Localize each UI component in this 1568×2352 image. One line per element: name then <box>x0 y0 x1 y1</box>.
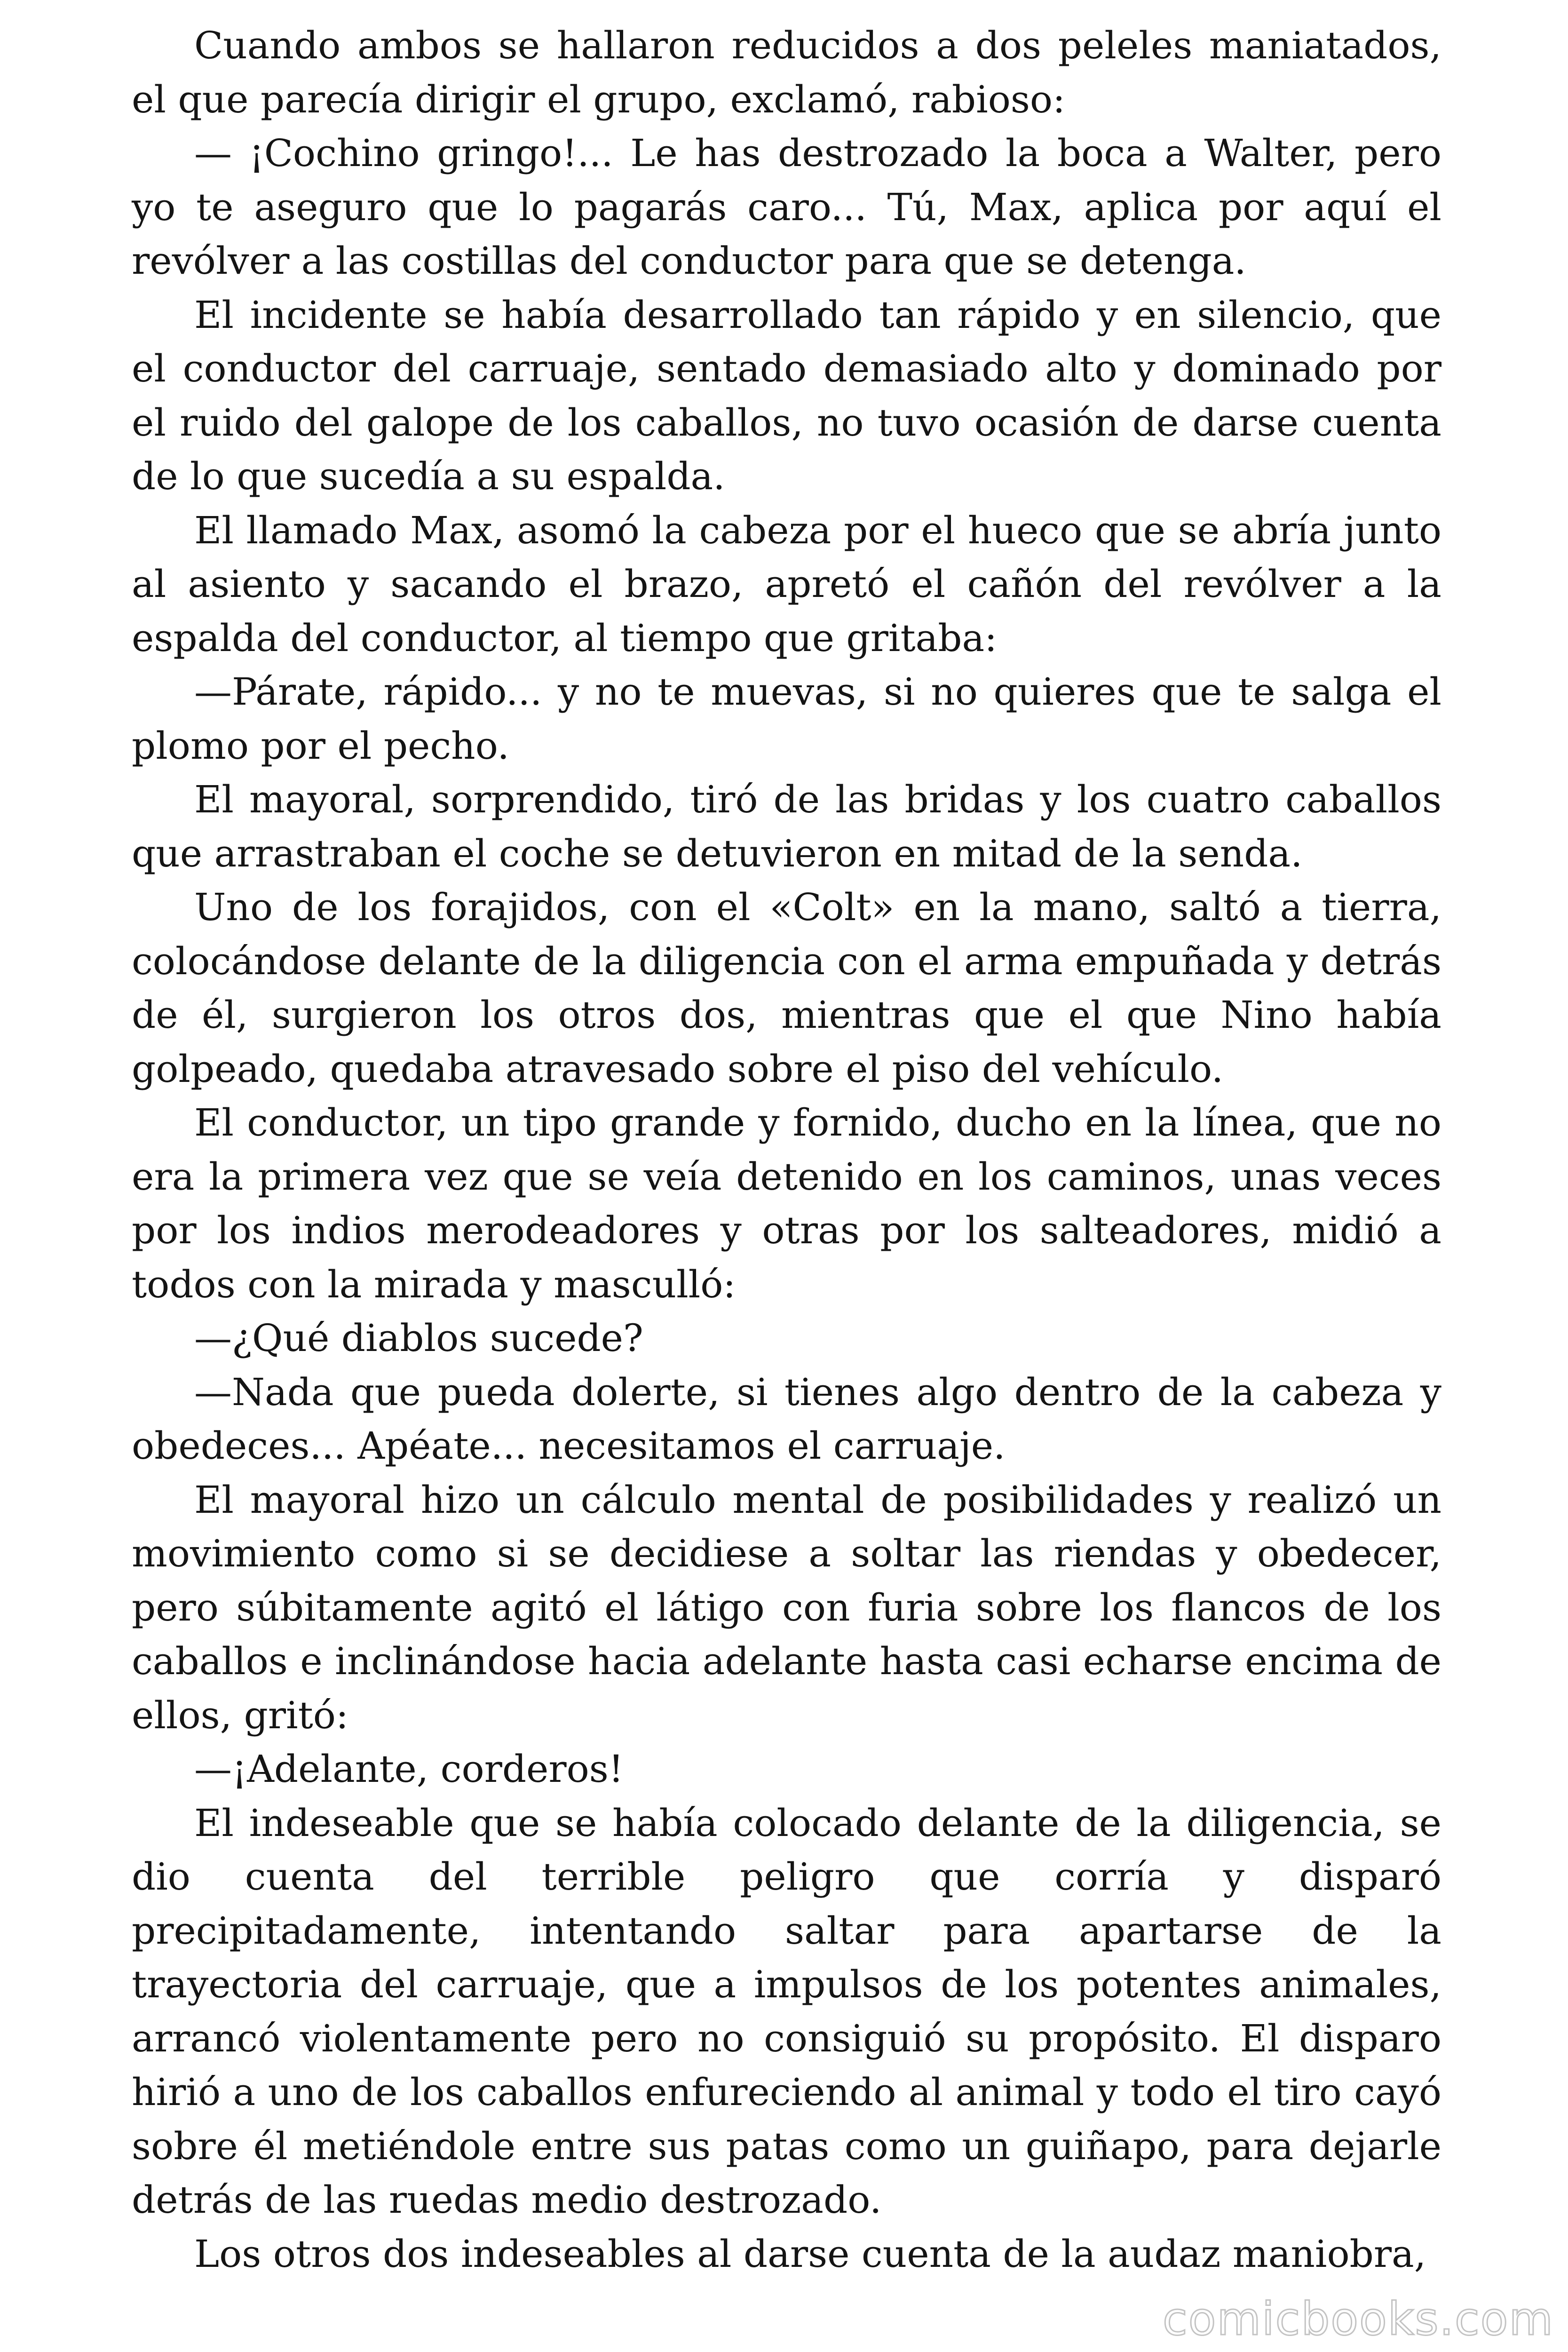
watermark: comicbooks.com <box>1162 2293 1554 2345</box>
paragraph-14: Los otros dos indeseables al darse cuenta de la audaz maniobra, <box>194 2232 1426 2276</box>
paragraph-1: Cuando ambos se hallaron reducidos a dos peleles maniatados, el que parecía dirigir el grupo, exclamó, rabioso: <box>132 24 1441 121</box>
paragraph-12: —¡Adelante, corderos! <box>194 1747 624 1791</box>
paragraph-6: El mayoral, sorprendido, tiró de las bridas y los cuatro caballos que arrastraban el coche se detuvieron en mitad de la senda. <box>132 778 1441 875</box>
body-text <box>132 19 1441 2281</box>
paragraph-13: El indeseable que se había colocado delante de la diligencia, se dio cuenta del terrible peligro que corría y disparó precipitadamente, intentando saltar para apartarse de la trayectoria del carruaje, que a impulsos de los potentes animales, arrancó violentamente pero no consiguió su propósito. El disparo hirió a uno de los caballos enfureciendo al animal y todo el tiro cayó sobre él metiéndole entre sus patas como un guiñapo, para dejarle detrás de las ruedas medio destrozado. <box>132 1801 1441 2222</box>
paragraph-3: El incidente se había desarrollado tan rápido y en silencio, que el conductor del carruaje, sentado demasiado alto y dominado por el ruido del galope de los caballos, no tuvo ocasión de darse cuenta de lo que sucedía a su espalda. <box>132 293 1441 498</box>
paragraph-8: El conductor, un tipo grande y fornido, ducho en la línea, que no era la primera vez que se veía detenido en los caminos, unas veces por los indios merodeadores y otras por los salteadores, midió a todos con la mirada y masculló: <box>132 1101 1441 1306</box>
paragraph-7: Uno de los forajidos, con el «Colt» en la mano, saltó a tierra, colocándose delante de la diligencia con el arma empuñada y detrás de él, surgieron los otros dos, mientras que el que Nino había golpeado, quedaba atravesado sobre el piso del vehículo. <box>132 885 1441 1091</box>
paragraph-5: —Párate, rápido... y no te muevas, si no quieres que te salga el plomo por el pecho. <box>132 670 1441 768</box>
paragraph-11: El mayoral hizo un cálculo mental de posibilidades y realizó un movimiento como si se decidiese a soltar las riendas y obedecer, pero súbitamente agitó el látigo con furia sobre los flancos de los caballos e inclinándose hacia adelante hasta casi echarse encima de ellos, gritó: <box>132 1478 1441 1737</box>
paragraph-9: —¿Qué diablos sucede? <box>194 1316 643 1360</box>
paragraph-4: El llamado Max, asomó la cabeza por el hueco que se abría junto al asiento y sacando el brazo, apretó el cañón del revólver a la espalda del conductor, al tiempo que gritaba: <box>132 508 1441 660</box>
paragraph-10: —Nada que pueda dolerte, si tienes algo dentro de la cabeza y obedeces... Apéate... necesitamos el carruaje. <box>132 1370 1441 1468</box>
paragraph-2: — ¡Cochino gringo!... Le has destrozado la boca a Walter, pero yo te aseguro que lo pagarás caro... Tú, Max, aplica por aquí el revólver a las costillas del conductor para que se detenga. <box>132 131 1441 283</box>
